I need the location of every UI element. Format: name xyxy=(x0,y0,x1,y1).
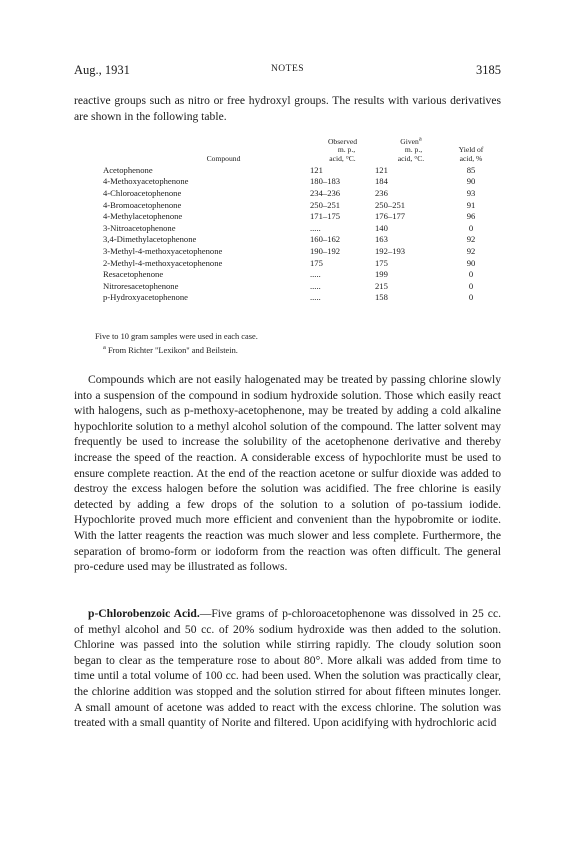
col-yield-line1: Yield of xyxy=(458,145,484,155)
running-header xyxy=(74,63,501,79)
section-title: p-Chlorobenzoic Acid. xyxy=(88,607,200,620)
col-compound: Compound xyxy=(206,153,241,163)
col-yield xyxy=(447,138,495,163)
cell-yield: 91 xyxy=(466,199,476,210)
cell-yield: 96 xyxy=(466,211,476,222)
cell-observed: ..... xyxy=(310,222,321,233)
cell-yield: 92 xyxy=(466,246,476,257)
results-table xyxy=(103,135,495,304)
page-number: 3185 xyxy=(476,63,501,77)
table-row xyxy=(103,211,495,223)
cell-compound: 4-Methylacetophenone xyxy=(103,211,183,222)
cell-compound: Nitroresacetophenone xyxy=(103,280,179,291)
cell-given: 199 xyxy=(375,269,388,280)
cell-compound: 3-Methyl-4-methoxyacetophenone xyxy=(103,246,223,257)
cell-given: 175 xyxy=(375,257,388,268)
cell-observed: 171–175 xyxy=(310,211,341,222)
table-row xyxy=(103,246,495,258)
cell-compound: 2-Methyl-4-methoxyacetophenone xyxy=(103,257,223,268)
cell-compound: Resacetophenone xyxy=(103,269,164,280)
table-header xyxy=(103,135,495,165)
cell-yield: 0 xyxy=(468,280,474,291)
cell-given: 176–177 xyxy=(375,211,406,222)
body-paragraph-2 xyxy=(74,606,501,731)
cell-given: 250–251 xyxy=(375,199,406,210)
cell-compound: 4-Chloroacetophenone xyxy=(103,188,182,199)
footnote-marker: a xyxy=(418,135,422,143)
table-row xyxy=(103,292,495,304)
cell-given: 192–193 xyxy=(375,246,406,257)
cell-yield: 85 xyxy=(466,164,476,175)
col-given-line3: acid, °C. xyxy=(397,153,425,163)
col-given-line2: m. p., xyxy=(404,145,423,155)
cell-compound: p-Hydroxyacetophenone xyxy=(103,292,188,303)
col-given xyxy=(375,135,447,163)
table-row xyxy=(103,200,495,212)
cell-compound: Acetophenone xyxy=(103,164,153,175)
header-section: NOTES xyxy=(270,64,305,74)
cell-observed: 250–251 xyxy=(310,199,341,210)
cell-observed: 234–236 xyxy=(310,188,341,199)
table-row xyxy=(103,269,495,281)
table-row xyxy=(103,281,495,293)
table-row xyxy=(103,188,495,200)
cell-yield: 90 xyxy=(466,176,476,187)
cell-yield: 0 xyxy=(468,292,474,303)
intro-paragraph: reactive groups such as nitro or free hydroxyl groups. The results with various derivatives are shown in the following table. xyxy=(74,94,501,123)
table-row xyxy=(103,258,495,270)
cell-given: 121 xyxy=(375,164,388,175)
table-footnote xyxy=(103,345,238,357)
cell-yield: 92 xyxy=(466,234,476,245)
cell-yield: 90 xyxy=(466,257,476,268)
cell-given: 236 xyxy=(375,188,388,199)
cell-compound: 3-Nitroacetophenone xyxy=(103,222,176,233)
cell-compound: 4-Methoxyacetophenone xyxy=(103,176,189,187)
cell-yield: 0 xyxy=(468,269,474,280)
col-observed-line1: Observed xyxy=(327,137,358,146)
cell-given: 163 xyxy=(375,234,388,245)
header-date: Aug., 1931 xyxy=(74,63,130,77)
section-text: —Five grams of p-chloroacetophenone was dissolved in 25 cc. of methyl alcohol and 50 cc. of 20% sodium hydroxide was then added to the solution. Chlorine was passed into the solution while stirring rapidly. The cloudy solution soon began to clear as the temperature rose to about 80°. More alkali was added from time to time until a total volume of 100 cc. had been used. When the solution was practically clear, the chlorine addition was stopped and the solution stirred for about fifteen minutes longer. A small amount of acetone was added to react with the excess chlorine. The solution was treated with a small quantity of Norite and filtered. Upon acidifying with hydrochloric acid xyxy=(74,607,501,730)
table-row xyxy=(103,165,495,177)
cell-observed: 121 xyxy=(310,164,323,175)
col-given-line1: Given xyxy=(400,137,419,146)
table-body xyxy=(103,165,495,304)
col-observed-line3: acid, °C. xyxy=(329,153,356,163)
cell-observed: 180–183 xyxy=(310,176,341,187)
cell-given: 184 xyxy=(375,176,388,187)
table-row xyxy=(103,223,495,235)
cell-compound: 3,4-Dimethylacetophenone xyxy=(103,234,197,245)
footnote-text: From Richter "Lexikon" and Beilstein. xyxy=(107,346,238,355)
cell-observed: 175 xyxy=(310,257,323,268)
table-row xyxy=(103,234,495,246)
cell-observed: 190–192 xyxy=(310,246,341,257)
cell-given: 140 xyxy=(375,222,388,233)
cell-yield: 93 xyxy=(466,188,476,199)
cell-yield: 0 xyxy=(468,222,474,233)
cell-observed: ..... xyxy=(310,269,321,280)
footnote-marker: a xyxy=(103,344,106,352)
col-yield-line2: acid, % xyxy=(459,153,483,163)
cell-compound: 4-Bromoacetophenone xyxy=(103,199,182,210)
cell-given: 215 xyxy=(375,280,388,291)
cell-given: 158 xyxy=(375,292,388,303)
cell-observed: ..... xyxy=(310,280,321,291)
col-observed xyxy=(310,138,375,163)
table-row xyxy=(103,176,495,188)
cell-observed: ..... xyxy=(310,292,321,303)
cell-observed: 160–162 xyxy=(310,234,341,245)
body-paragraph-1: Compounds which are not easily halogenated may be treated by passing chlorine slowly into a suspension of the compound in sodium hydroxide solution. Those which easily react with halogens, such as p-methoxy-acetophenone, may be treated by adding a cold alkaline hypochlorite solution to a methyl alcohol solution of the compound. The latter solvent may frequently be used to increase the solubility of the acetophenone derivative and thereby increase the speed of the reaction. A considerable excess of hypochlorite must be used to ensure complete reaction. At the end of the reaction acetone or sulfur dioxide was added to destroy the excess halogen before the solution was acidified. The free chlorine is easily detected by adding a few drops of the solution to a solution of po-tassium iodide. Hypochlorite proved much more efficient and convenient than the hypobromite or iodite. With the latter reagents the reaction was much slower and less complete. Furthermore, the separation of bromo-form or iodoform from the reaction was often difficult. The general pro-cedure used may be illustrated as follows. xyxy=(74,373,501,574)
table-note: Five to 10 gram samples were used in each case. xyxy=(95,332,258,341)
col-observed-line2: m. p., xyxy=(337,145,356,155)
